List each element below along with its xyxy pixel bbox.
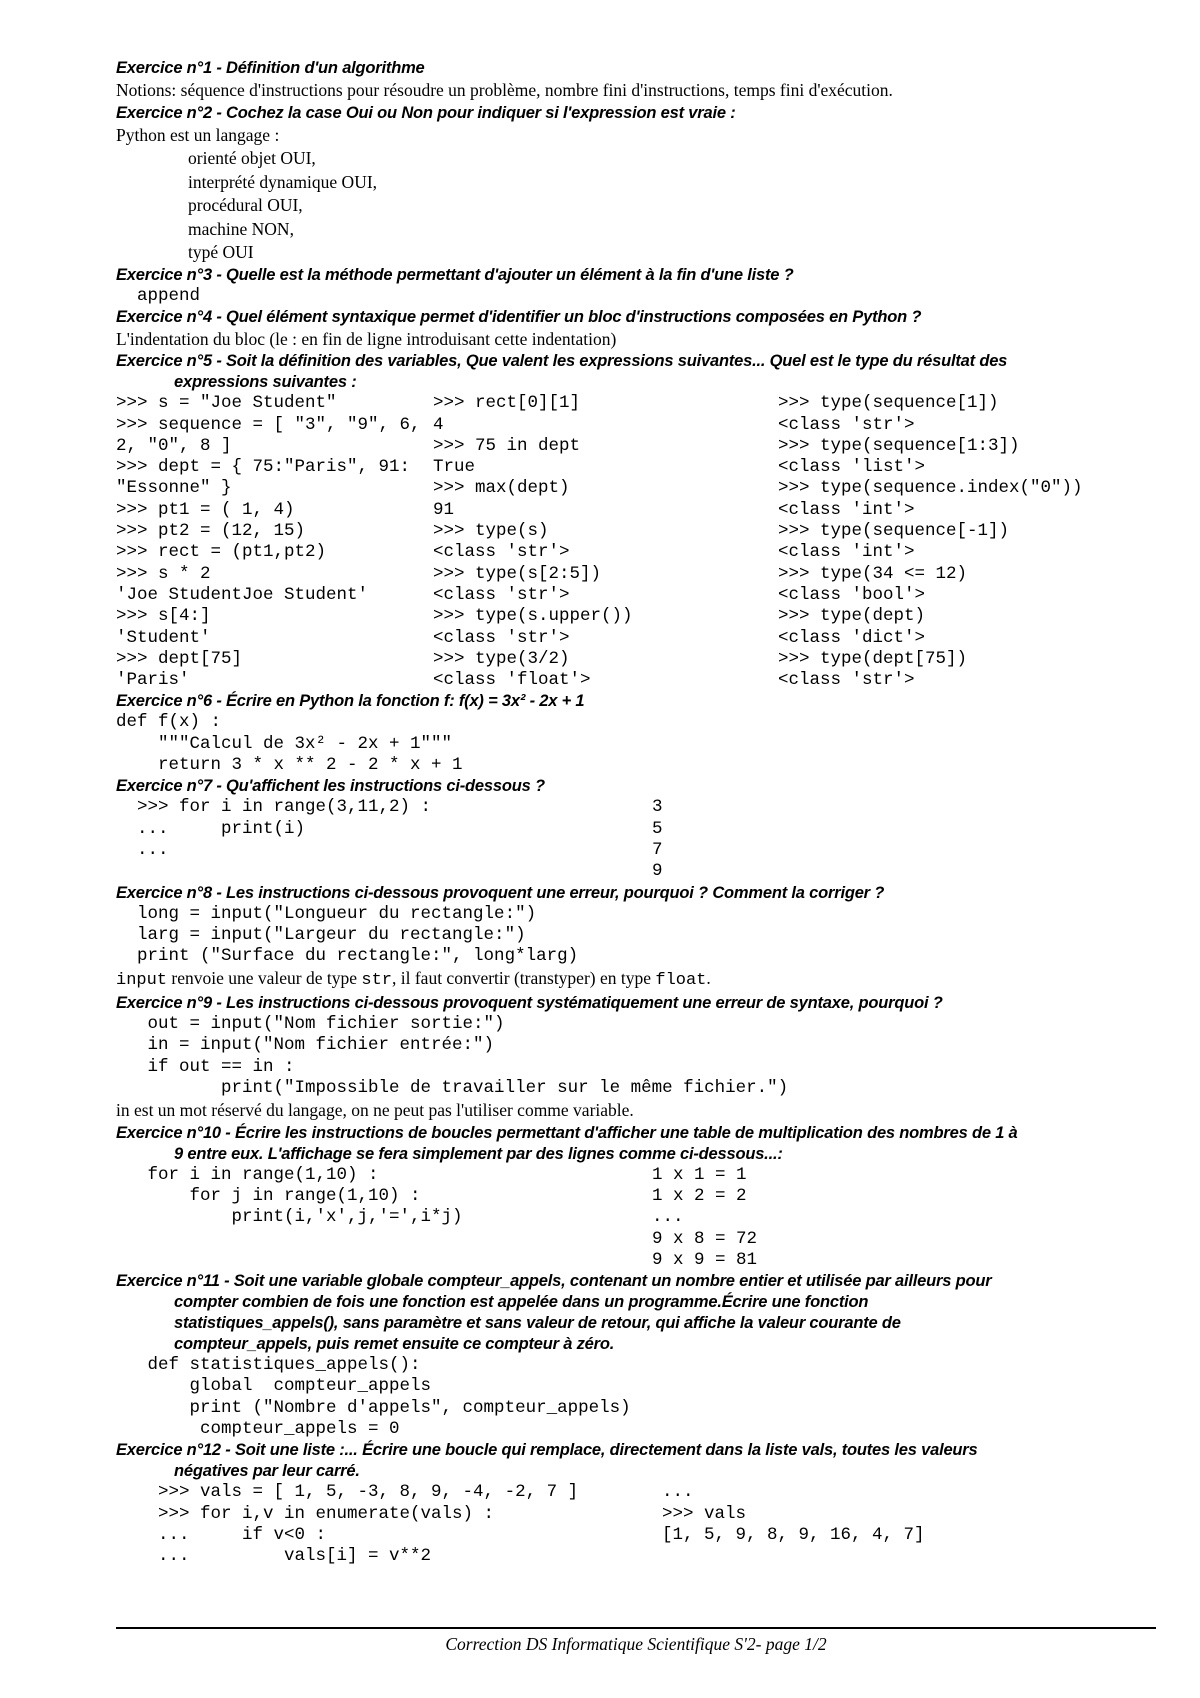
ex8-answer-text2: , il faut convertir (transtyper) en type bbox=[392, 968, 656, 989]
ex5-code-columns bbox=[116, 393, 1156, 691]
document-page bbox=[116, 58, 1156, 1567]
page-footer: Correction DS Informatique Scientifique S'2- page 1/2 bbox=[445, 1634, 827, 1654]
ex8-answer bbox=[116, 967, 1156, 993]
ex8-answer-text1: renvoie une valeur de type bbox=[167, 968, 362, 989]
ex5-title bbox=[116, 351, 1156, 393]
ex10-title-line2: 9 entre eux. L'affichage se fera simplement par des lignes comme ci-dessous...: bbox=[174, 1144, 783, 1163]
ex10-code-columns bbox=[116, 1165, 1156, 1271]
ex12-title bbox=[116, 1440, 1156, 1482]
ex11-title-line1: Exercice n°11 - Soit une variable globale compteur_appels, contenant un nombre entier et utilisée par ailleurs pour bbox=[116, 1272, 992, 1291]
ex2-item: interprété dynamique OUI, bbox=[188, 171, 378, 192]
ex5-code-col1: >>> s = "Joe Student" >>> sequence = [ "3", "9", 6, 2, "0", 8 ] >>> dept = { 75:"Paris", 91: "Essonne" } >>> pt1 = ( 1, 4) >>> pt2 = (12, 15) >>> rect = (pt1,pt2) >>> s * 2 'Joe StudentJoe Student' >>> s[4:] 'Student' >>> dept[75] 'Paris' bbox=[116, 393, 421, 691]
ex11-title bbox=[116, 1271, 1156, 1355]
ex2-item: machine NON, bbox=[188, 218, 294, 239]
ex7-code: >>> for i in range(3,11,2) : ... print(i) ... bbox=[137, 797, 432, 860]
ex10-title-line1: Exercice n°10 - Écrire les instructions de boucles permettant d'afficher une table de multiplication des nombres de 1 à bbox=[116, 1123, 1018, 1142]
ex2-item: procédural OUI, bbox=[188, 195, 303, 215]
ex2-title: Exercice n°2 - Cochez la case Oui ou Non pour indiquer si l'expression est vraie : bbox=[116, 103, 736, 122]
ex8-answer-str: str bbox=[361, 971, 392, 991]
ex12-title-line2: négatives par leur carré. bbox=[174, 1462, 360, 1481]
ex1-answer: Notions: séquence d'instructions pour résoudre un problème, nombre fini d'instructions, temps fini d'exécution. bbox=[116, 80, 893, 100]
ex2-intro: Python est un langage : bbox=[116, 124, 280, 145]
ex6-code: def f(x) : """Calcul de 3x² - 2x + 1""" return 3 * x ** 2 - 2 * x + 1 bbox=[116, 712, 463, 776]
ex10-output: 1 x 1 = 1 1 x 2 = 2 ... 9 x 8 = 72 9 x 9 = 81 bbox=[652, 1164, 758, 1270]
ex8-title: Exercice n°8 - Les instructions ci-dessous provoquent une erreur, pourquoi ? Comment la corriger ? bbox=[116, 883, 885, 902]
ex11-title-cont: compter combien de fois une fonction est appelée dans un programme.Écrire une fonction statistiques_appels(), sans paramètre et sans valeur de retour, qui affiche la valeur courante de compteur_appels, puis remet ensuite ce compteur à zéro. bbox=[174, 1293, 901, 1354]
ex12-code: >>> vals = [ 1, 5, -3, 8, 9, -4, -2, 7 ] >>> for i,v in enumerate(vals) : ... if v<0 : ... vals[i] = v**2 bbox=[158, 1482, 579, 1567]
ex1-title: Exercice n°1 - Définition d'un algorithme bbox=[116, 59, 425, 77]
ex6-title: Exercice n°6 - Écrire en Python la fonction f: f(x) = 3x² - 2x + 1 bbox=[116, 692, 585, 711]
ex5-code-col3: >>> type(sequence[1]) <class 'str'> >>> type(sequence[1:3]) <class 'list'> >>> type(sequence.index("0")) <class 'int'> >>> type(sequence[-1]) <class 'int'> >>> type(34 <= 12) <class 'bool'> >>> type(dept) <class 'dict'> >>> type(dept[75]) <class 'str'> bbox=[778, 393, 1083, 691]
ex9-code: out = input("Nom fichier sortie:") in = input("Nom fichier entrée:") if out == in : print("Impossible de travailler sur le même fichier.") bbox=[147, 1013, 789, 1098]
ex11-code: def statistiques_appels(): global compteur_appels print ("Nombre d'appels", compteur_appels) compteur_appels = 0 bbox=[147, 1355, 631, 1439]
ex9-answer: in est un mot réservé du langage, on ne peut pas l'utiliser comme variable. bbox=[116, 1100, 634, 1121]
ex4-title: Exercice n°4 - Quel élément syntaxique permet d'identifier un bloc d'instructions composées en Python ? bbox=[116, 307, 922, 326]
ex10-code: for i in range(1,10) : for j in range(1,10) : print(i,'x',j,'=',i*j) bbox=[147, 1164, 463, 1228]
ex5-title-line2: expressions suivantes : bbox=[174, 373, 357, 392]
ex10-title bbox=[116, 1123, 1156, 1165]
ex2-item: typé OUI bbox=[188, 242, 254, 262]
ex9-title: Exercice n°9 - Les instructions ci-dessous provoquent systématiquement une erreur de syntaxe, pourquoi ? bbox=[116, 993, 943, 1012]
ex12-code-columns bbox=[116, 1482, 1156, 1567]
ex3-answer: append bbox=[116, 285, 201, 306]
ex8-answer-input: input bbox=[116, 971, 168, 991]
ex4-answer: L'indentation du bloc (le : en fin de ligne introduisant cette indentation) bbox=[116, 328, 617, 349]
ex2-item: orienté objet OUI, bbox=[188, 148, 316, 168]
ex5-title-line1: Exercice n°5 - Soit la définition des variables, Que valent les expressions suivantes... Quel est le type du résultat des bbox=[116, 352, 1008, 371]
ex7-code-columns bbox=[116, 797, 1156, 882]
ex5-code-col2: >>> rect[0][1] 4 >>> 75 in dept True >>> max(dept) 91 >>> type(s) <class 'str'> >>> type(s[2:5]) <class 'str'> >>> type(s.upper()) <class 'str'> >>> type(3/2) <class 'float'> bbox=[433, 393, 633, 691]
ex8-code: long = input("Longueur du rectangle:") larg = input("Largeur du rectangle:") print ("Surface du rectangle:", long*larg) bbox=[137, 903, 579, 967]
footer-divider bbox=[116, 1627, 1156, 1629]
ex8-answer-text3: . bbox=[706, 968, 711, 989]
ex12-title-line1: Exercice n°12 - Soit une liste :... Écrire une boucle qui remplace, directement dans la liste vals, toutes les valeurs bbox=[116, 1441, 978, 1460]
ex12-output: ... >>> vals [1, 5, 9, 8, 9, 16, 4, 7] bbox=[662, 1482, 925, 1545]
ex7-output: 3 5 7 9 bbox=[652, 797, 663, 882]
ex7-title: Exercice n°7 - Qu'affichent les instructions ci-dessous ? bbox=[116, 777, 545, 796]
ex8-answer-float: float bbox=[655, 971, 707, 991]
ex3-title: Exercice n°3 - Quelle est la méthode permettant d'ajouter un élément à la fin d'une liste ? bbox=[116, 265, 794, 284]
